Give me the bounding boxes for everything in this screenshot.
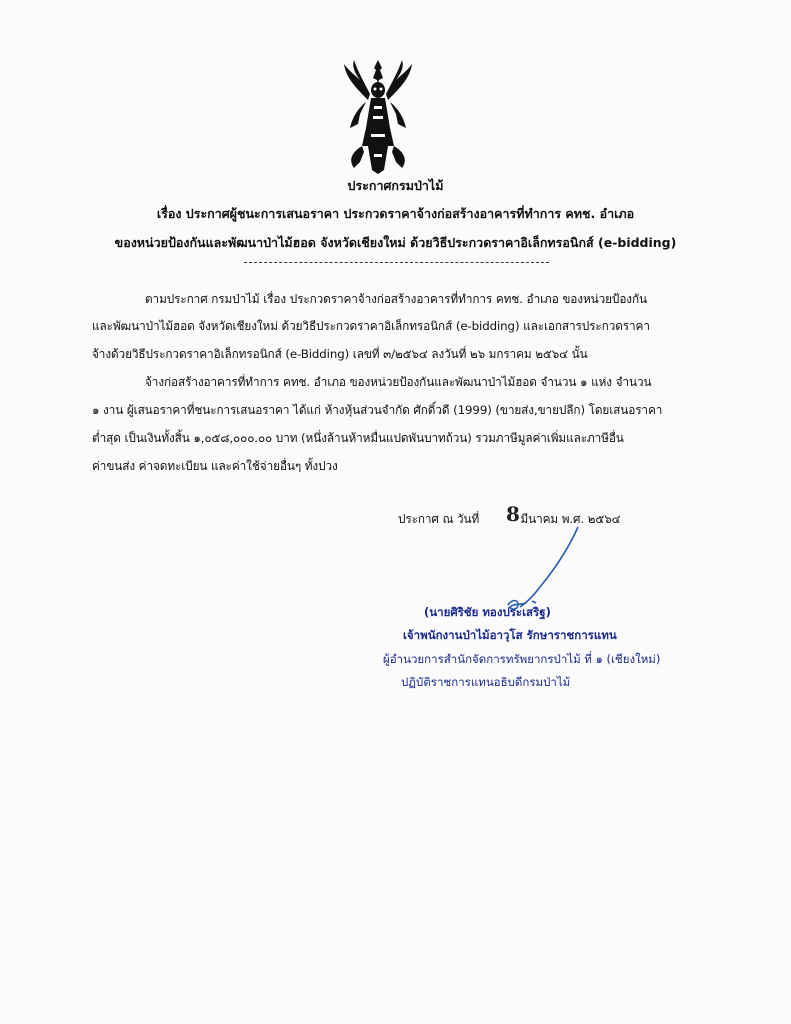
signatory-position-1: เจ้าพนักงานป่าไม้อาวุโส รักษาราชการแทน [403,628,617,642]
signatory-position-3: ปฏิบัติราชการแทนอธิบดีกรมป่าไม้ [401,675,571,689]
paragraph-2-line-4: ค่าขนส่ง ค่าจดทะเบียน และค่าใช้จ่ายอื่นๆ ทั้งปวง [92,459,338,473]
signatory-name: (นายศิริชัย ทองประเสริฐ) [424,605,551,619]
paragraph-2-line-3: ต่ำสุด เป็นเงินทั้งสิ้น ๑,๐๕๘,๐๐๐.๐๐ บาท (หนึ่งล้านห้าหมื่นแปดพันบาทถ้วน) รวมภาษีมูลค่าเพิ่มและภาษีอื่น [92,431,624,445]
paragraph-2-line-2: ๑ งาน ผู้เสนอราคาที่ชนะการเสนอราคา ได้แก่ ห้างหุ้นส่วนจำกัด ศักดิ์วดี (1999) (ขายส่ง,ขายปลีก) โดยเสนอราคา [92,403,663,417]
dashed-divider [244,262,549,263]
date-prefix: ประกาศ ณ วันที่ [398,512,480,526]
paragraph-1-line-2: และพัฒนาป่าไม้ฮอด จังหวัดเชียงใหม่ ด้วยวิธีประกวดราคาอิเล็กทรอนิกส์ (e-bidding) และเอกสารประกวดราคา [92,319,650,333]
handwritten-day: 8 [506,502,520,526]
signatory-position-2: ผู้อำนวยการสำนักจัดการทรัพยากรป่าไม้ ที่ ๑ (เชียงใหม่) [383,652,661,666]
paragraph-1-line-1: ตามประกาศ กรมป่าไม้ เรื่อง ประกวดราคาจ้างก่อสร้างอาคารที่ทำการ คทช. อำเภอ ของหน่วยป้องกัน [145,292,647,306]
paragraph-2-line-1: จ้างก่อสร้างอาคารที่ทำการ คทช. อำเภอ ของหน่วยป้องกันและพัฒนาป่าไม้ฮอด จำนวน ๑ แห่ง จำนวน [145,375,652,389]
document-title: ประกาศกรมป่าไม้ [347,178,444,193]
subject-line-2: ของหน่วยป้องกันและพัฒนาป่าไม้ฮอด จังหวัดเชียงใหม่ ด้วยวิธีประกวดราคาอิเล็กทรอนิกส์ (e-bidding) [114,235,677,250]
garuda-emblem-icon [338,58,418,176]
paragraph-1-line-3: จ้างด้วยวิธีประกวดราคาอิเล็กทรอนิกส์ (e-Bidding) เลขที่ ๓/๒๕๖๔ ลงวันที่ ๒๖ มกราคม ๒๕๖๔ นั้น [92,347,588,361]
handwritten-signature [500,525,600,615]
date-suffix: มีนาคม พ.ศ. ๒๕๖๔ [520,512,621,526]
subject-line-1: เรื่อง ประกาศผู้ชนะการเสนอราคา ประกวดราคาจ้างก่อสร้างอาคารที่ทำการ คทช. อำเภอ [156,206,635,221]
